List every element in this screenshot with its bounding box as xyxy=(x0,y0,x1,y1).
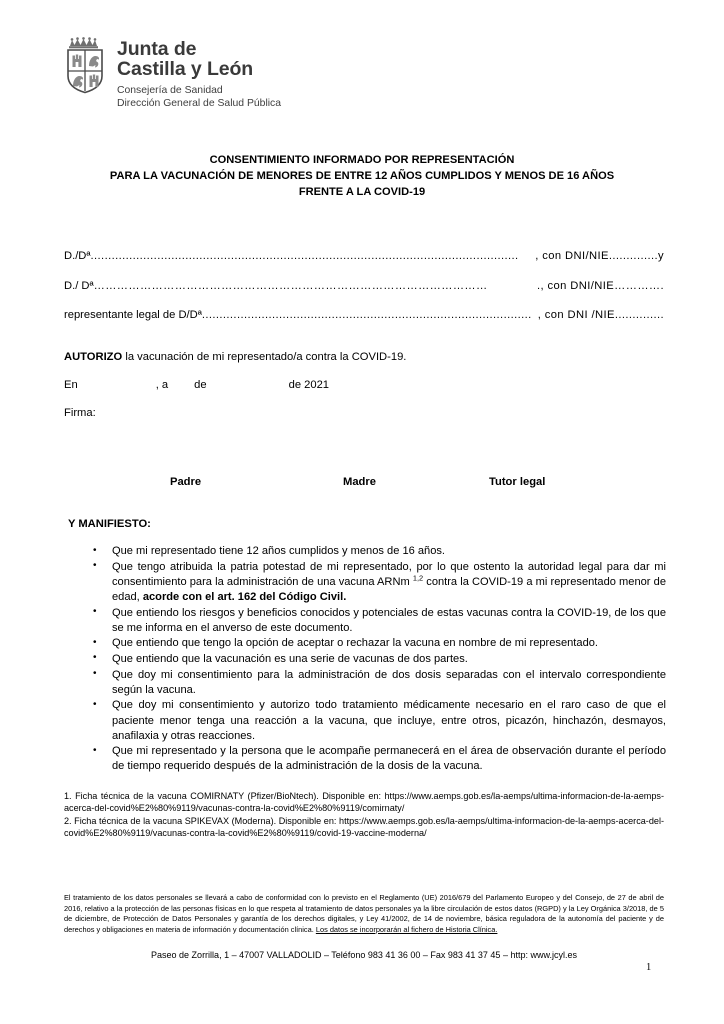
date-year-label: de 2021 xyxy=(288,379,330,391)
authorize-text: la vacunación de mi representado/a contra la COVID-19. xyxy=(125,351,407,363)
list-item xyxy=(88,544,666,559)
minor-name-input[interactable]: .............................................................................................. xyxy=(201,309,532,321)
list-item xyxy=(88,698,666,743)
org-name-line1: Junta de xyxy=(117,38,197,60)
list-item-text: Que mi representado tiene 12 años cumplidos y menos de 16 años. xyxy=(112,545,446,557)
authorize-keyword: AUTORIZO xyxy=(64,351,123,363)
org-subtitle-line1: Consejería de Sanidad xyxy=(117,84,223,96)
date-en-label: En xyxy=(64,379,78,391)
list-item xyxy=(88,744,666,774)
footnotes-section xyxy=(64,790,664,839)
date-de-label: de xyxy=(194,379,207,391)
org-name-line2: Castilla y León xyxy=(117,57,254,80)
signature-label: Firma: xyxy=(64,407,96,419)
declarant-2-dni-input[interactable]: …………. xyxy=(614,279,664,292)
title-line-3: FRENTE A LA COVID-19 xyxy=(298,185,426,198)
coat-of-arms-icon xyxy=(62,36,108,94)
footnote-1: 1. Ficha técnica de la vacuna COMIRNATY (Pfizer/BioNtech). Disponible en: https://www.aemps.gob.es/la-aemps/ultima-informacion-de-la-aemps-acerca-del-covid%E2%80%9119/vacunas-contra-la-covid%E2%80%9119/comirnaty/ xyxy=(64,791,664,814)
date-a-label: , a xyxy=(155,379,169,391)
authorization-statement xyxy=(64,351,406,363)
manifesto-list xyxy=(88,544,666,775)
list-item xyxy=(88,560,666,605)
declarant-1-label: D./Dª xyxy=(64,250,91,262)
title-line-2: PARA LA VACUNACIÓN DE MENORES DE ENTRE 12 AÑOS CUMPLIDOS Y MENOS DE 16 AÑOS xyxy=(109,169,615,182)
organization-block xyxy=(117,36,281,110)
declarant-2-name-input[interactable]: ………………………………………………………………………………………… xyxy=(93,279,488,292)
footnote-2: 2. Ficha técnica de la vacuna SPIKEVAX (Moderna). Disponible en: https://www.aemps.gob.es/la-aemps/ultima-informacion-de-la-aemps-acerca-del-covid%E2%80%9119/vacunas-contra-la-covid%E2%80%9119/covid-19-vaccine-moderna/ xyxy=(64,815,664,838)
title-line-1: CONSENTIMIENTO INFORMADO POR REPRESENTACIÓN xyxy=(209,154,515,166)
org-subtitle-line2: Dirección General de Salud Pública xyxy=(117,98,282,110)
list-item-text: Que mi representado y la persona que le acompañe permanecerá en el área de observación durante el período de tiempo requerido después de la administración de la dosis de la vacuna. xyxy=(112,745,666,773)
signature-label-padre: Padre xyxy=(170,476,202,488)
form-fields xyxy=(64,250,664,339)
minor-label: representante legal de D/Dª xyxy=(64,309,202,321)
minor-dni-label: , con DNI /NIE xyxy=(537,309,615,321)
footer-address: Paseo de Zorrilla, 1 – 47007 VALLADOLID – Teléfono 983 41 36 00 – Fax 983 41 37 45 – http: www.jcyl.es xyxy=(151,950,577,960)
list-item xyxy=(88,652,666,667)
list-item xyxy=(88,668,666,698)
list-item xyxy=(88,606,666,636)
list-item-text-mid: contra la COVID-19 a mi representado menor de edad, xyxy=(112,575,666,603)
list-item-text: Que doy mi consentimiento para la administración de dos dosis separadas con el intervalo correspondiente según la vacuna. xyxy=(112,668,666,696)
page-number: 1 xyxy=(646,962,652,973)
manifesto-heading: Y MANIFIESTO: xyxy=(68,518,151,530)
list-item-text-bold: acorde con el art. 162 del Código Civil. xyxy=(142,590,347,603)
list-item-text: Que doy mi consentimiento y autorizo todo tratamiento médicamente necesario en el raro caso de que el paciente menor tenga una reacción a la vacuna, que incluye, entre otros, picazón, hinchazón, desmayos, anafilaxia y otras reacciones. xyxy=(112,699,666,742)
date-line xyxy=(64,379,329,391)
form-row-declarant-1 xyxy=(64,250,664,262)
list-item-text: Que entiendo que tengo la opción de aceptar o rechazar la vacuna en nombre de mi representado. xyxy=(112,637,598,650)
legal-notice xyxy=(64,893,664,936)
declarant-1-dni-label: , con DNI/NIE xyxy=(535,250,609,262)
signature-label-tutor: Tutor legal xyxy=(489,476,546,488)
legal-notice-body: El tratamiento de los datos personales se llevará a cabo de conformidad con lo previsto en el Reglamento (UE) 2016/679 del Parlamento Europeo y del Consejo, de 27 de abril de 2016, relativo a la protección de las personas físicas en lo que respeta al tratamiento de datos personales ya la libre circulación de estos datos (RGPD) y la Ley Orgánica 3/2018, de 5 de diciembre, de Protección de Datos Personales y garantía de los derechos digitales, y Ley 41/2002, de 14 de noviembre, básica reguladora de la autonomía del paciente y de derechos y obligaciones en materia de información y documentación clínica. xyxy=(64,893,664,934)
minor-dni-input[interactable]: .............. xyxy=(614,309,664,321)
signature-label-madre: Madre xyxy=(343,476,376,488)
legal-notice-underlined: Los datos se incorporarán al fichero de Historia Clínica. xyxy=(315,924,498,934)
declarant-2-dni-label: ., con DNI/NIE xyxy=(537,279,615,292)
list-item xyxy=(88,636,666,651)
declarant-1-name-input[interactable]: .......................................................................................................................... xyxy=(90,250,519,262)
form-row-declarant-2 xyxy=(64,280,664,292)
declarant-1-dni-input[interactable]: .............. xyxy=(608,250,658,262)
list-item-text: Que tengo atribuida la patria potestad de mi representado, por lo que ostento la autoridad legal para dar mi consentimiento para la administración de una vacuna ARNm xyxy=(112,560,666,588)
form-row-minor xyxy=(64,309,664,321)
declarant-1-conjunction: y xyxy=(658,250,664,262)
list-item-text: Que entiendo los riesgos y beneficios conocidos y potenciales de estas vacunas contra la COVID-19, de los que se me informa en el anverso de este documento. xyxy=(112,606,666,634)
declarant-2-label: D./ Dª xyxy=(64,279,94,292)
list-item-text: Que entiendo que la vacunación es una serie de vacunas de dos partes. xyxy=(112,652,468,665)
footnote-reference: 1,2 xyxy=(412,573,424,583)
document-header xyxy=(62,36,281,110)
page-title xyxy=(62,153,662,200)
